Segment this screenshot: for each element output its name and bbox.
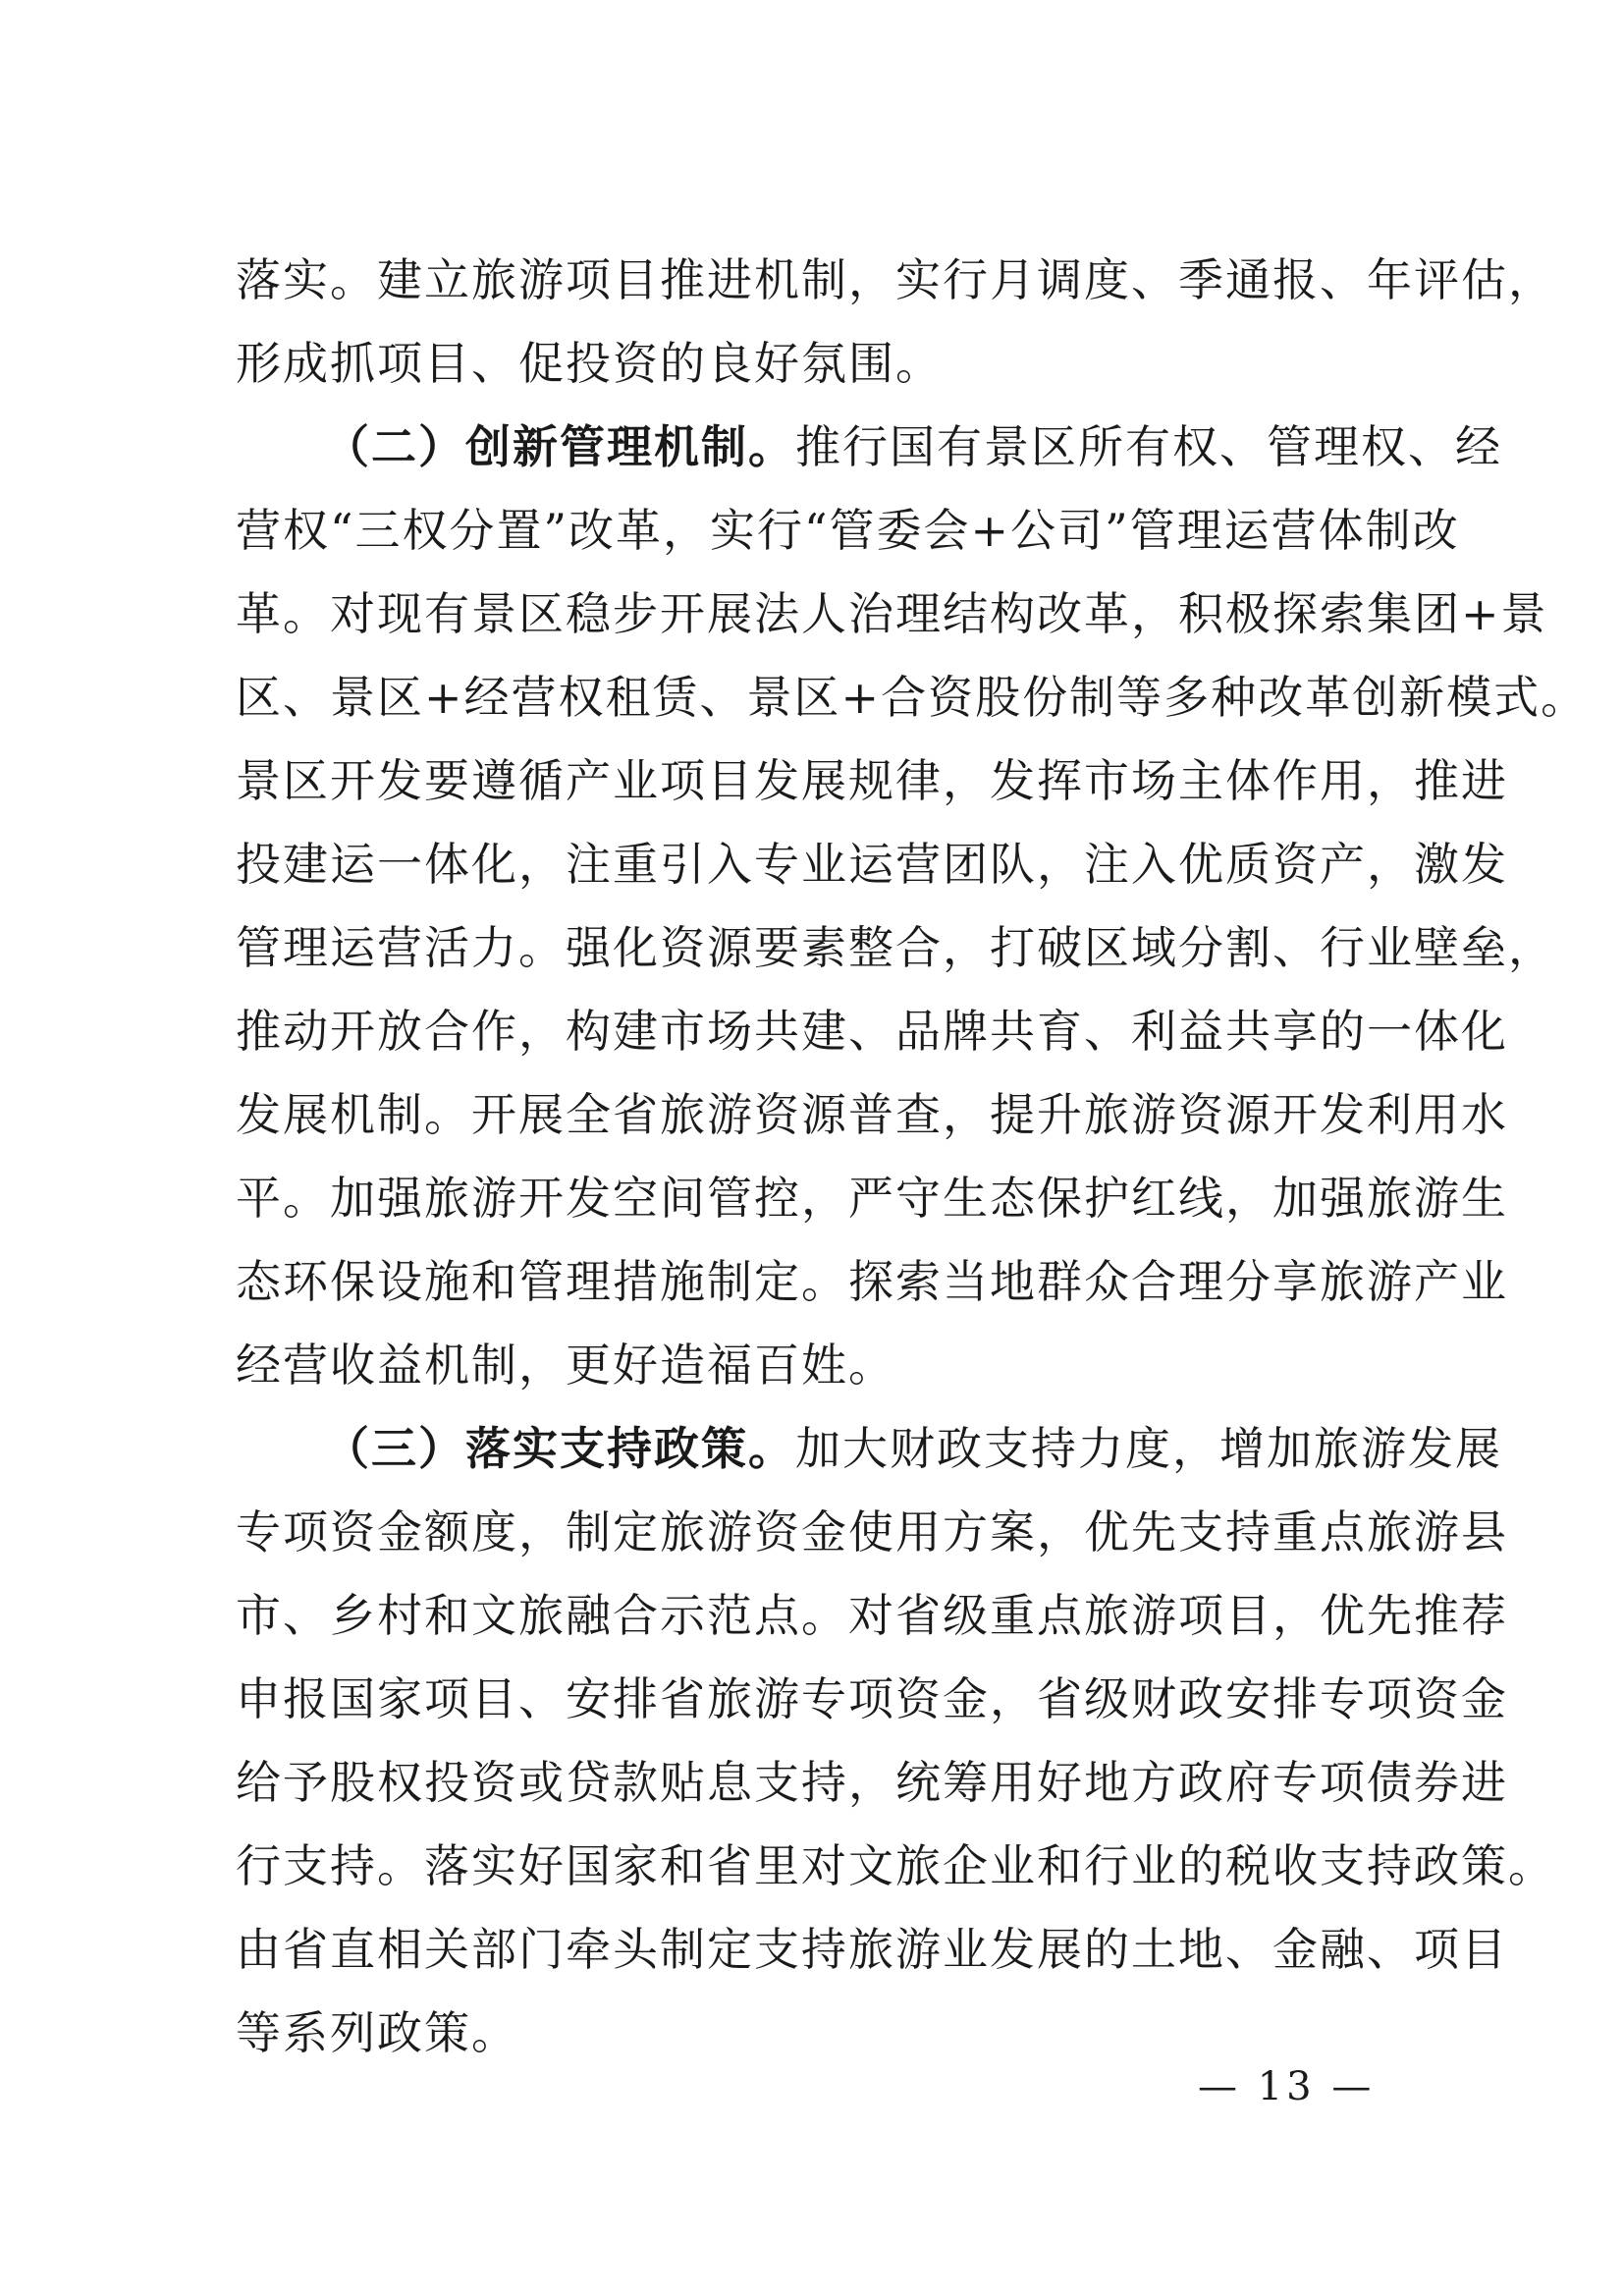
paragraph-text: 推行国有景区所有权、管理权、经 xyxy=(795,420,1502,473)
paragraph-line: 行支持。落实好国家和省里对文旅企业和行业的税收支持政策。 xyxy=(236,1839,1555,1892)
paragraph-line: 区、景区+经营权租赁、景区+合资股份制等多种改革创新模式。 xyxy=(236,671,1589,724)
section-3-first-line xyxy=(324,1419,1502,1478)
paragraph-line: 推动开放合作，构建市场共建、品牌共育、利益共享的一体化 xyxy=(236,1005,1508,1058)
paragraph-line: 专项资金额度，制定旅游资金使用方案，优先支持重点旅游县 xyxy=(236,1505,1508,1558)
paragraph-line: 发展机制。开展全省旅游资源普查，提升旅游资源开发利用水 xyxy=(236,1088,1508,1141)
paragraph-line: 经营收益机制，更好造福百姓。 xyxy=(236,1339,895,1392)
paragraph-line: 态环保设施和管理措施制定。探索当地群众合理分享旅游产业 xyxy=(236,1255,1508,1308)
paragraph-line: 景区开发要遵循产业项目发展规律，发挥市场主体作用，推进 xyxy=(236,754,1508,807)
paragraph-line: 申报国家项目、安排省旅游专项资金，省级财政安排专项资金 xyxy=(236,1672,1508,1725)
paragraph-line: 给予股权投资或贷款贴息支持，统筹用好地方政府专项债券进 xyxy=(236,1756,1508,1809)
paragraph-line: 落实。建立旅游项目推进机制，实行月调度、季通报、年评估， xyxy=(236,253,1555,306)
section-heading-3: （三）落实支持政策。 xyxy=(324,1422,795,1475)
paragraph-line: 形成抓项目、促投资的良好氛围。 xyxy=(236,337,943,390)
paragraph-line: 投建运一体化，注重引入专业运营团队，注入优质资产，激发 xyxy=(236,838,1508,891)
paragraph-line: 营权“三权分置”改革，实行“管委会+公司”管理运营体制改 xyxy=(236,504,1460,557)
paragraph-line: 等系列政策。 xyxy=(236,2006,518,2059)
paragraph-line: 市、乡村和文旅融合示范点。对省级重点旅游项目，优先推荐 xyxy=(236,1589,1508,1642)
page-number: — 13 — xyxy=(1198,2064,1376,2109)
paragraph-line: 革。对现有景区稳步开展法人治理结构改革，积极探索集团+景 xyxy=(236,587,1548,640)
section-2-first-line xyxy=(324,417,1502,476)
section-heading-2: （二）创新管理机制。 xyxy=(324,420,795,473)
paragraph-line: 由省直相关部门牵头制定支持旅游业发展的土地、金融、项目 xyxy=(236,1923,1508,1976)
paragraph-line: 管理运营活力。强化资源要素整合，打破区域分割、行业壁垒， xyxy=(236,921,1555,974)
paragraph-text: 加大财政支持力度，增加旅游发展 xyxy=(795,1422,1502,1475)
paragraph-line: 平。加强旅游开发空间管控，严守生态保护红线，加强旅游生 xyxy=(236,1172,1508,1225)
